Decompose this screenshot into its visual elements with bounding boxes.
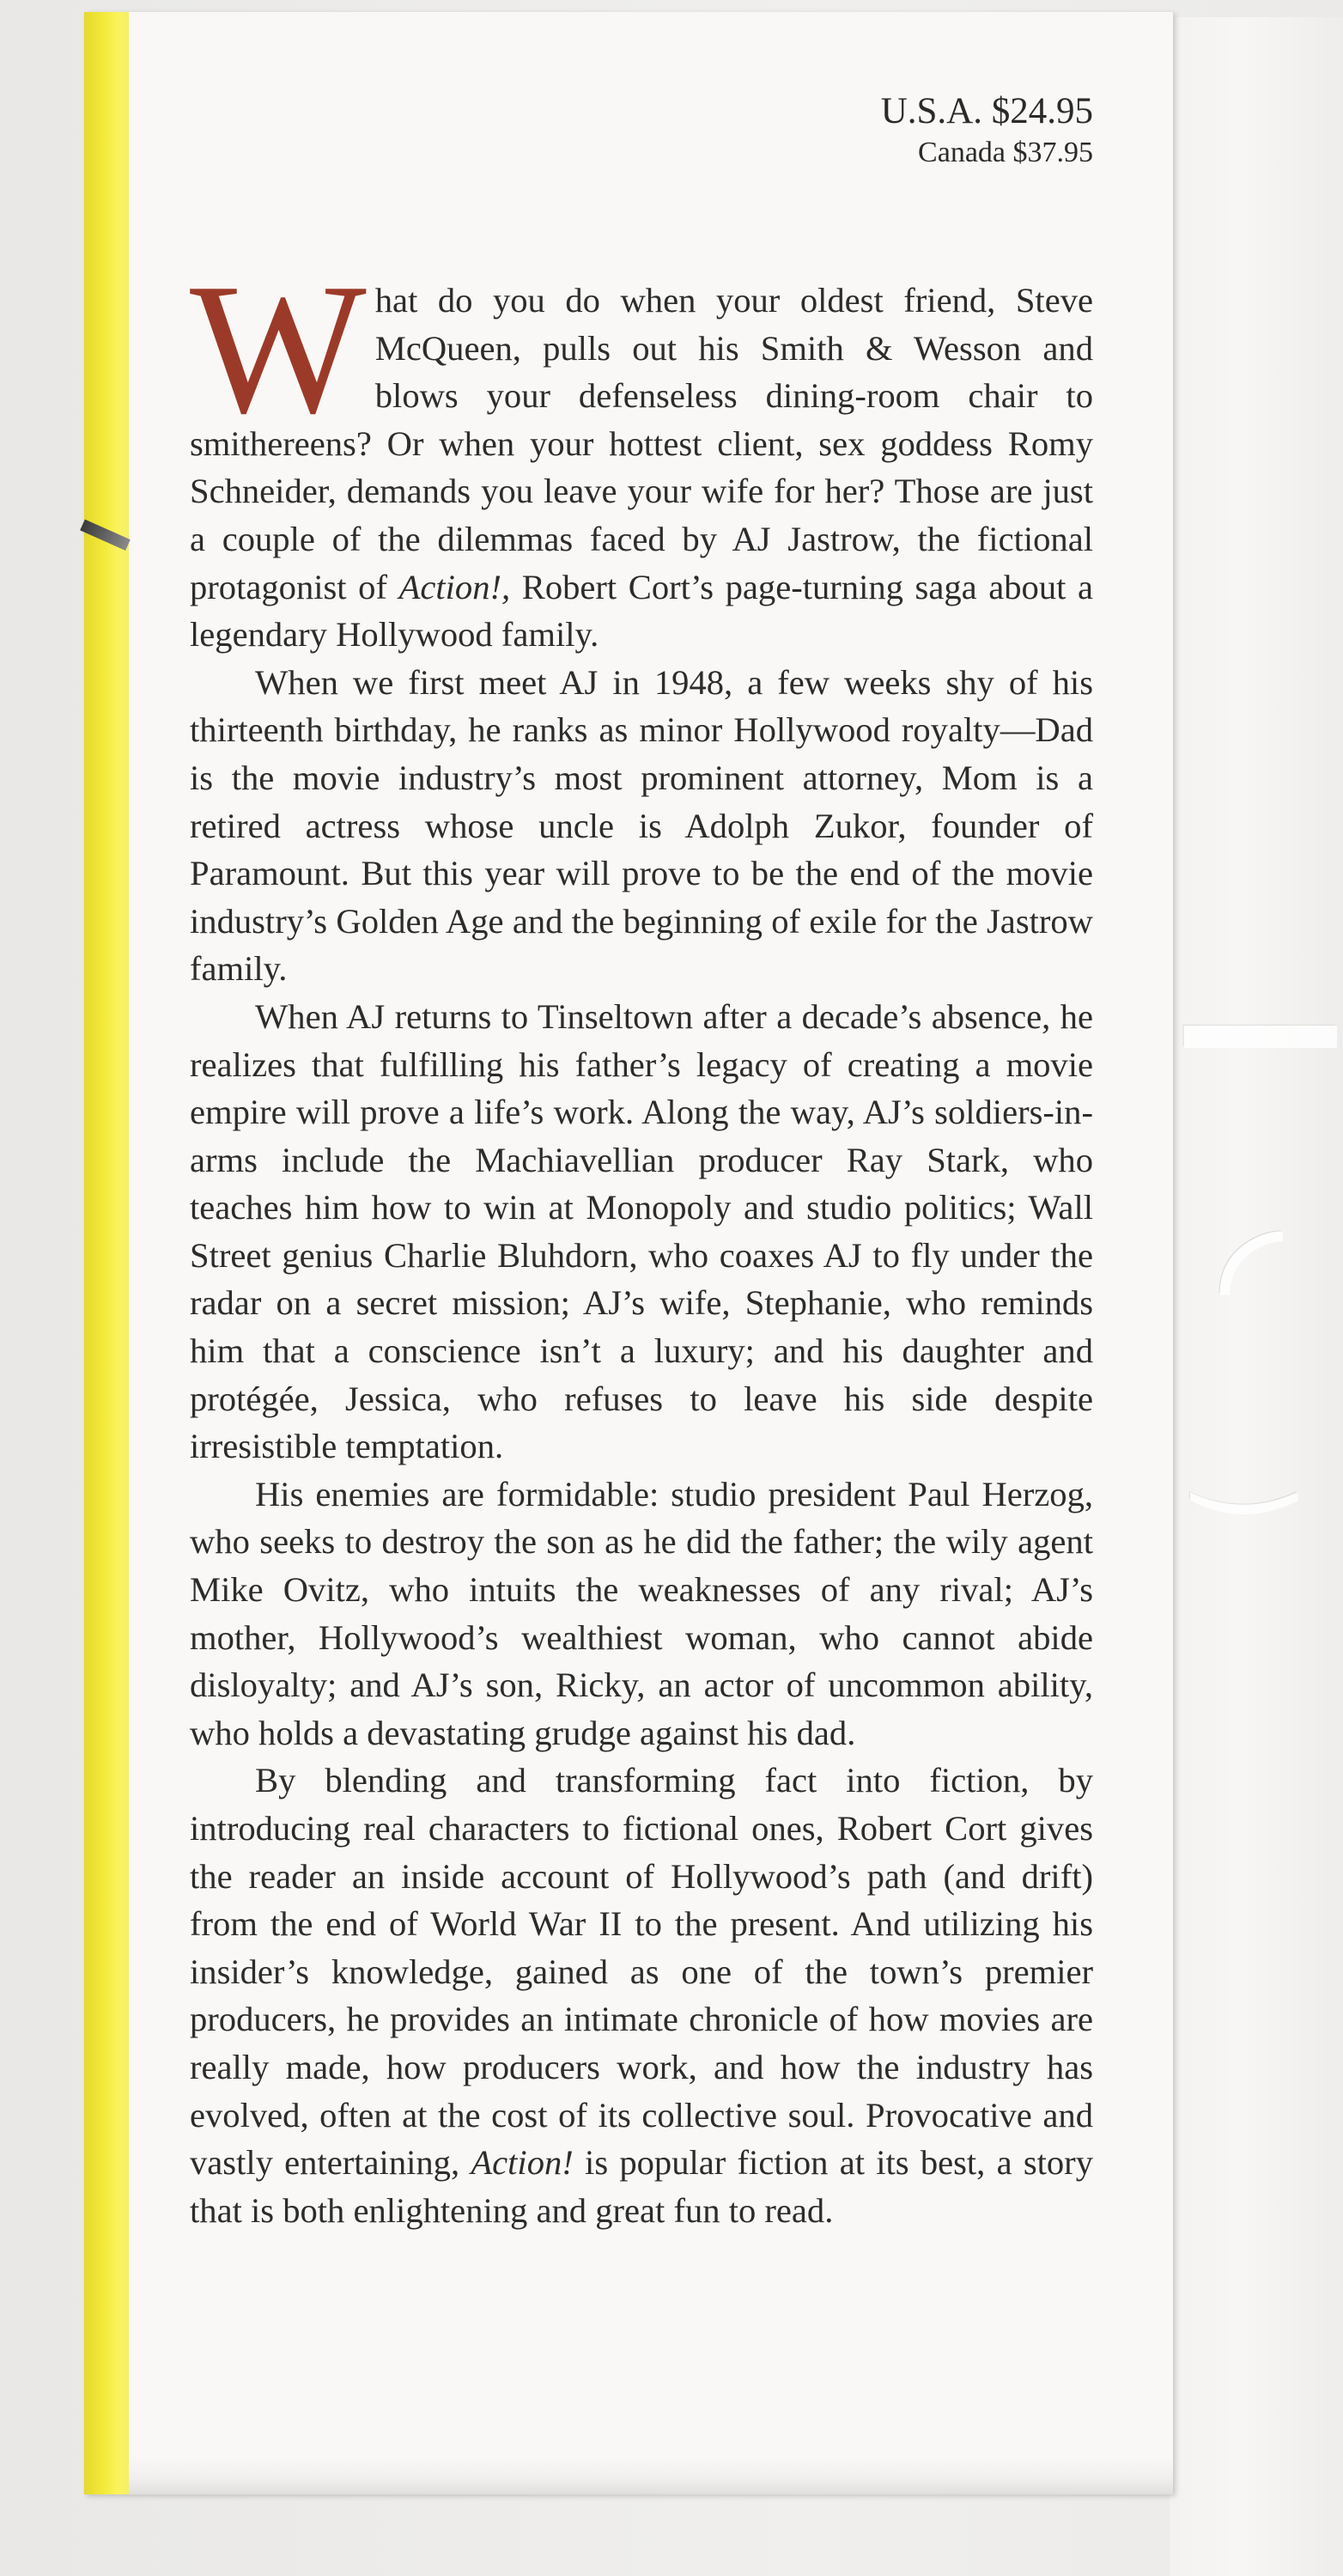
embossed-decoration: ━━ — [1185, 966, 1330, 1109]
drop-cap: W — [190, 246, 363, 453]
blurb-paragraph-1 — [190, 246, 1093, 659]
flap-blurb — [190, 246, 1093, 2234]
paragraph-5-text-b: is popular fiction at its best, a story that is both enlightening and great fun to read. — [190, 2143, 1093, 2230]
blurb-paragraph-2: When we first meet AJ in 1948, a few weeks shy of his thirteenth birthday, he ranks as minor Hollywood royalty—Dad is the movie industry’s most prominent attorney, Mom is a retired actress whose uncle is Adolph Zukor, founder of Paramount. But this year will prove to be the end of the movie industry’s Golden Age and the beginning of exile for the Jastrow family. — [190, 662, 1093, 989]
book-title: Action!, — [398, 567, 511, 606]
blurb-paragraph-3: When AJ returns to Tinseltown after a decade’s absence, he realizes that fulfilling his father’s legacy of creating a movie empire will prove a life’s work. Along the way, AJ’s soldiers-in-arms include the Machiavellian producer Ray Stark, who teaches him how to win at Monopoly and studio politics; Wall Street genius Charlie Bluhdorn, who coaxes AJ to fly under the radar on a secret mission; AJ’s wife, Stephanie, who reminds him that a conscience isn’t a luxury; and his daughter and protégée, Jessica, who refuses to leave his side despite irresistible temptation. — [190, 996, 1093, 1466]
price-canada: Canada $37.95 — [918, 137, 1093, 168]
bottom-crease — [129, 2457, 1173, 2494]
paragraph-1-text-a: hat do you do when your oldest friend, Steve McQueen, pulls out his Smith & Wesson and blows your defenseless dining-room chair to smithereens? Or when your hottest client, sex goddess Romy Schneider, demands you leave your wife for her? Those are just a couple of the dilemmas faced by AJ Jastrow, the fictional protagonist of — [190, 281, 1093, 606]
book-title: Action! — [471, 2143, 574, 2183]
paragraph-1-text-b: Robert Cort’s page-turning saga about a legendary Hollywood family. — [190, 567, 1093, 655]
embossed-decoration: ◜ — [1219, 1192, 1283, 1373]
price-block — [653, 89, 1093, 172]
embossed-decoration: ‿ — [1195, 1379, 1292, 1512]
yellow-spine-strip — [84, 12, 129, 2494]
blurb-paragraph-5 — [190, 1757, 1093, 2234]
paragraph-5-text-a: By blending and transforming fact into fiction, by introducing real characters to fictional ones, Robert Cort gives the reader an inside account of Hollywood’s path (and drift) from the end of World War II to the present. And utilizing his insider’s knowledge, gained as one of the town’s premier producers, he provides an intimate chronicle of how movies are really made, how producers work, and how the industry has evolved, often at the cost of its collective soul. Provocative and vastly entertaining, — [190, 1761, 1093, 2183]
blurb-paragraph-4: His enemies are formidable: studio president Paul Herzog, who seeks to destroy the son as he did the father; the wily agent Mike Ovitz, who intuits the weaknesses of any rival; AJ’s mother, Hollywood’s wealthiest woman, who cannot abide disloyalty; and AJ’s son, Ricky, an actor of uncommon ability, who holds a devastating grudge against his dad. — [190, 1474, 1093, 1752]
price-usa: U.S.A. $24.95 — [880, 91, 1093, 131]
